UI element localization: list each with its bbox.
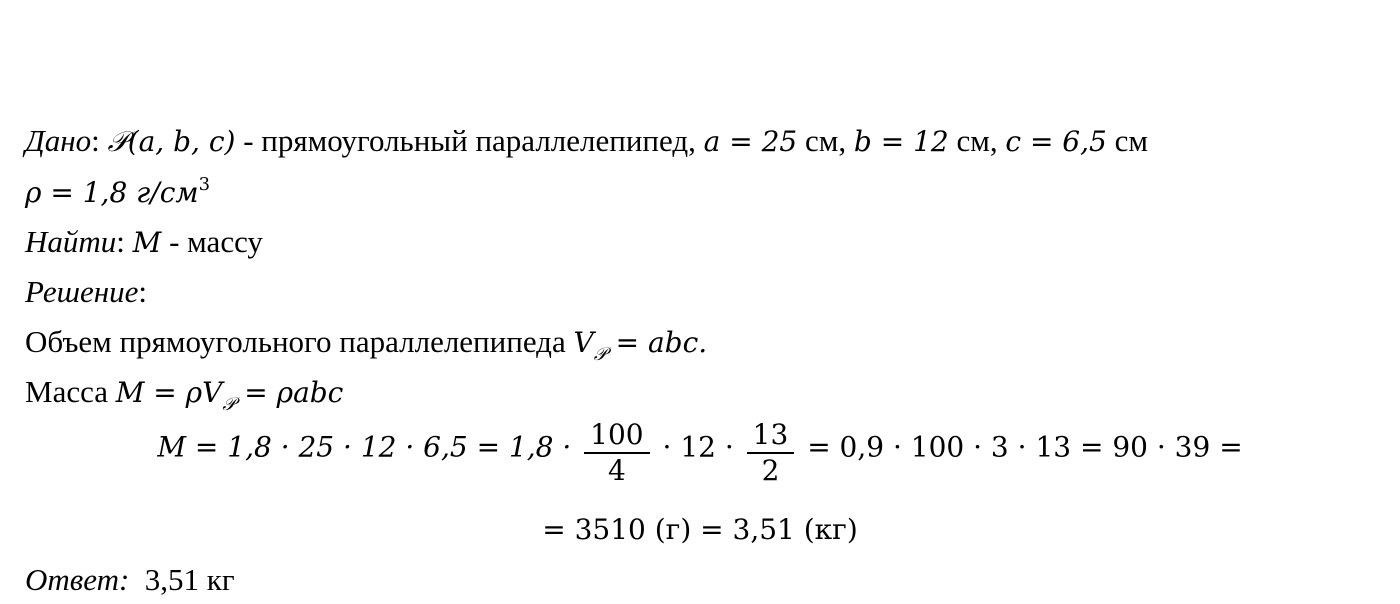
find-line: Найти: M - массу	[25, 224, 263, 259]
density-expression: ρ = 1,8 г/см	[25, 176, 199, 209]
b-value: b = 12	[853, 125, 949, 158]
volume-formula: = abc.	[606, 326, 708, 359]
density-line: ρ = 1,8 $г/см^3$	[25, 174, 211, 209]
calculation-line-2	[0, 510, 1400, 555]
a-value: a = 25	[703, 125, 798, 158]
calculation-line-1: M = 1,8 · 25 · 12 · 6,5 = 1,8 · $\frac{100}{4}$ · 12 · $\frac{13}{2}$ = 0,9 · 100 · 3 · 13 = 90 · 39 =	[157, 418, 1243, 487]
solution-label: Решение	[25, 274, 139, 309]
fraction-100-4: $\frac{100}{4}$	[584, 418, 649, 488]
given-description: - прямоугольный параллелепипед,	[235, 123, 704, 158]
answer-line	[25, 560, 235, 600]
given-label: Дано	[25, 123, 92, 158]
volume-text: Объем прямоугольного параллелепипеда	[25, 324, 574, 359]
mass-text: Масса	[25, 374, 116, 409]
solution-line: Решение:	[25, 274, 147, 309]
mass-line: Масса $M = \rho V_𝒫 = \rho abc$	[25, 374, 344, 415]
volume-line: Объем прямоугольного параллелепипеда $V_𝒫$ = abc.	[25, 324, 708, 365]
c-value: c = 6,5	[1005, 125, 1107, 158]
calculation-result: = 3510 (г) = 3,51 (кг)	[542, 513, 858, 546]
answer-label: Ответ:	[25, 562, 130, 597]
mass-formula: = ρabc	[235, 376, 344, 409]
answer-value: 3,51 кг	[129, 562, 235, 597]
fraction-13-2: $\frac{13}{2}$	[747, 418, 795, 488]
find-label: Найти	[25, 224, 117, 259]
given-line: Дано: 𝒫(a, b, c) - прямоугольный параллелепипед, a = 25 см, b = 12 см, c = 6,5 см	[25, 123, 1148, 158]
mass-variable: M	[132, 226, 162, 259]
parallelepiped-symbol: 𝒫	[107, 125, 128, 158]
